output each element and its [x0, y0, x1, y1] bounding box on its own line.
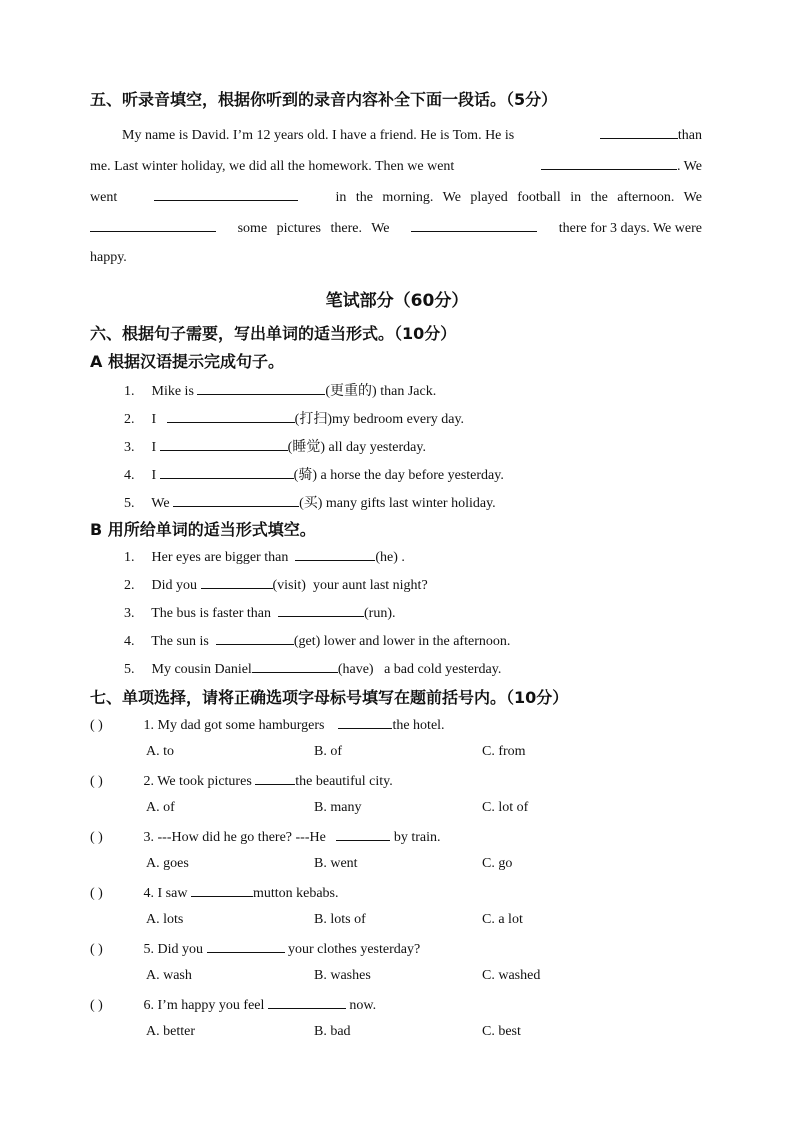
item-text: The sun is — [151, 634, 209, 649]
part-a-title: A 根据汉语提示完成句子。 — [90, 352, 284, 371]
option-c[interactable]: C. best — [482, 1024, 521, 1039]
paragraph-line-4 — [90, 219, 702, 237]
question-text: 3. ---How did he go there? ---He — [143, 830, 326, 845]
item-number: 5. — [124, 662, 135, 677]
item-hint: (he) — [375, 550, 398, 565]
answer-bracket[interactable]: ( ) — [90, 998, 103, 1013]
paragraph-line-3 — [90, 188, 702, 206]
option-c[interactable]: C. lot of — [482, 800, 529, 815]
item-hint: (run). — [364, 606, 396, 621]
part-a-item — [124, 436, 426, 456]
item-number: 3. — [124, 606, 135, 621]
item-hint: (get) — [293, 634, 321, 649]
answer-bracket[interactable]: ( ) — [90, 718, 103, 733]
answer-blank[interactable] — [252, 660, 338, 673]
answer-blank — [255, 772, 295, 785]
item-text: many gifts last winter holiday. — [325, 496, 496, 511]
paragraph-text: My name is David. I’m 12 years old. I have a friend. He is Tom. He is — [122, 128, 515, 143]
item-text: Mike is — [151, 384, 194, 399]
item-number: 2. — [124, 412, 135, 427]
item-text: Did you — [151, 578, 197, 593]
question-text: 4. I saw — [143, 886, 188, 901]
section6-title: 六、根据句子需要，写出单词的适当形式。（10分） — [90, 324, 457, 343]
answer-blank[interactable] — [541, 157, 677, 170]
question-text: the beautiful city. — [295, 774, 393, 789]
item-number: 1. — [124, 384, 135, 399]
paragraph-line-1 — [122, 126, 702, 144]
answer-blank[interactable] — [167, 410, 295, 423]
answer-blank — [207, 940, 285, 953]
question-stem — [90, 884, 338, 902]
paragraph-text: . We — [676, 159, 702, 174]
part-a-item — [124, 492, 496, 512]
option-c[interactable]: C. from — [482, 744, 526, 759]
item-hint: (更重的) — [325, 384, 377, 399]
item-hint: (visit) — [272, 578, 306, 593]
item-text: I — [151, 468, 157, 483]
part-b-item — [124, 660, 501, 678]
answer-blank[interactable] — [160, 438, 288, 451]
part-b-title: B 用所给单词的适当形式填空。 — [90, 520, 316, 539]
paragraph-line-2 — [90, 157, 702, 175]
answer-blank[interactable] — [216, 632, 294, 645]
option-a[interactable]: A. to — [146, 744, 174, 759]
item-hint: (have) — [337, 662, 374, 677]
answer-blank — [338, 716, 392, 729]
item-number: 5. — [124, 496, 135, 511]
item-text: My cousin Daniel — [151, 662, 252, 677]
answer-blank[interactable] — [295, 548, 375, 561]
item-hint: (打扫) — [294, 412, 332, 427]
answer-blank — [268, 996, 346, 1009]
option-b[interactable]: B. went — [314, 856, 358, 871]
item-text: I — [151, 440, 157, 455]
item-text: We — [151, 496, 170, 511]
option-c[interactable]: C. a lot — [482, 912, 523, 927]
item-text: Her eyes are bigger than — [151, 550, 289, 565]
answer-bracket[interactable]: ( ) — [90, 942, 103, 957]
answer-bracket[interactable]: ( ) — [90, 774, 103, 789]
option-b[interactable]: B. washes — [314, 968, 371, 983]
option-a[interactable]: A. of — [146, 800, 175, 815]
section5-title: 五、听录音填空，根据你听到的录音内容补全下面一段话。（5分） — [90, 90, 558, 109]
item-text: all day yesterday. — [328, 440, 426, 455]
answer-blank[interactable] — [173, 494, 299, 507]
item-text: your aunt last night? — [312, 578, 428, 593]
part-b-item — [124, 632, 510, 650]
answer-blank — [336, 828, 390, 841]
answer-blank[interactable] — [600, 126, 678, 139]
answer-blank[interactable] — [154, 188, 298, 201]
question-text: by train. — [393, 830, 441, 845]
answer-blank[interactable] — [90, 219, 216, 232]
item-text: . — [401, 550, 405, 565]
answer-blank[interactable] — [411, 219, 537, 232]
paragraph-text: in the morning. We played football in the afternoon. We — [335, 190, 702, 205]
item-number: 4. — [124, 468, 135, 483]
option-a[interactable]: A. lots — [146, 912, 184, 927]
question-text: mutton kebabs. — [252, 886, 339, 901]
paragraph-text: went — [90, 190, 118, 205]
item-text: a horse the day before yesterday. — [320, 468, 504, 483]
answer-blank[interactable] — [278, 604, 364, 617]
item-hint: (睡觉) — [287, 440, 325, 455]
answer-bracket[interactable]: ( ) — [90, 886, 103, 901]
option-b[interactable]: B. of — [314, 744, 342, 759]
item-text: than Jack. — [380, 384, 437, 399]
part-b-item — [124, 576, 428, 594]
paragraph-text: than — [677, 128, 702, 143]
item-text: I — [151, 412, 157, 427]
item-hint: (买) — [299, 496, 323, 511]
question-text: 5. Did you — [143, 942, 203, 957]
question-text: now. — [349, 998, 377, 1013]
question-stem — [90, 716, 445, 734]
item-text: a bad cold yesterday. — [384, 662, 502, 677]
answer-blank[interactable] — [160, 466, 294, 479]
item-text: lower and lower in the afternoon. — [323, 634, 511, 649]
option-b[interactable]: B. bad — [314, 1024, 351, 1039]
item-number: 3. — [124, 440, 135, 455]
question-text: 6. I’m happy you feel — [143, 998, 265, 1013]
question-stem — [90, 996, 376, 1014]
option-c[interactable]: C. washed — [482, 968, 541, 983]
question-stem — [90, 772, 393, 790]
paragraph-text: some pictures there. We — [237, 221, 390, 236]
question-text: your clothes yesterday? — [288, 942, 421, 957]
item-hint: (骑) — [293, 468, 317, 483]
option-b[interactable]: B. lots of — [314, 912, 366, 927]
item-number: 4. — [124, 634, 135, 649]
part-a-item — [124, 408, 464, 428]
paragraph-text: me. Last winter holiday, we did all the homework. Then we went — [90, 159, 455, 174]
option-b[interactable]: B. many — [314, 800, 362, 815]
option-c[interactable]: C. go — [482, 856, 513, 871]
question-text: 2. We took pictures — [143, 774, 252, 789]
answer-blank[interactable] — [197, 382, 325, 395]
written-part-title: 笔试部分（60分） — [325, 291, 469, 311]
part-b-item — [124, 604, 396, 622]
section7-title: 七、单项选择，请将正确选项字母标号填写在题前括号内。（10分） — [90, 688, 569, 707]
part-a-item — [124, 464, 504, 484]
option-a[interactable]: A. wash — [146, 968, 192, 983]
question-stem — [90, 828, 440, 846]
answer-blank — [191, 884, 253, 897]
part-a-item — [124, 380, 436, 400]
item-text: my bedroom every day. — [332, 412, 465, 427]
item-number: 1. — [124, 550, 135, 565]
answer-blank[interactable] — [201, 576, 273, 589]
paragraph-text: there for 3 days. We were — [558, 221, 702, 236]
option-a[interactable]: A. goes — [146, 856, 189, 871]
question-stem — [90, 940, 420, 958]
question-text: 1. My dad got some hamburgers — [143, 718, 325, 733]
part-b-item — [124, 548, 405, 566]
paragraph-line-5: happy. — [90, 250, 127, 265]
answer-bracket[interactable]: ( ) — [90, 830, 103, 845]
question-text: the hotel. — [392, 718, 445, 733]
item-text: The bus is faster than — [151, 606, 271, 621]
option-a[interactable]: A. better — [146, 1024, 195, 1039]
item-number: 2. — [124, 578, 135, 593]
